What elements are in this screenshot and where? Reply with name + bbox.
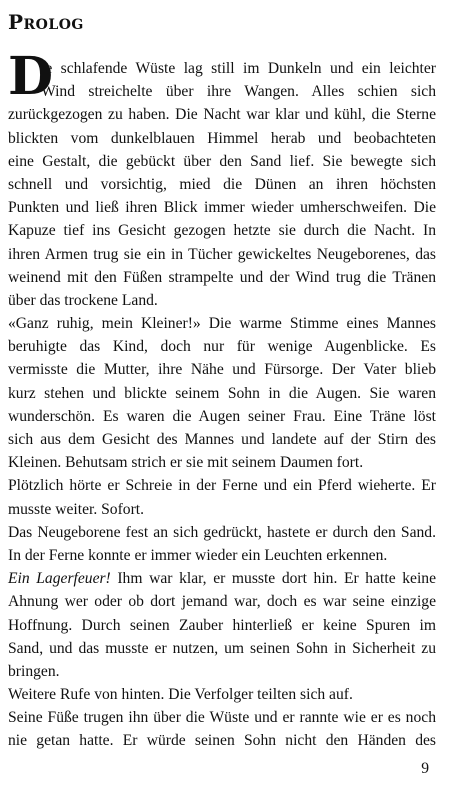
text-line: «Ganz ruhig, mein Kleiner!» Die warme Stimme eines Mannes: [8, 315, 436, 333]
text-line: schnell und vorsichtig, mied die Dünen an ihren höchsten: [8, 175, 436, 193]
body-text: [8, 46, 436, 753]
text-line: eine Gestalt, die gebückt über den Sand lief. Sie bewegte sich: [8, 152, 436, 170]
text-line: blickten vom dunkelblauen Himmel herab und beobachteten: [8, 129, 436, 147]
text-line: Weitere Rufe von hinten. Die Verfolger teilten sich auf.: [8, 686, 353, 704]
italic-phrase: Ein Lagerfeuer!: [8, 570, 111, 588]
text-line: ihren Armen trug sie ein in Tücher gewickeltes Neugeborenes, das: [8, 245, 436, 263]
text-line: nie getan hatte. Er würde seinen Sohn nicht den Händen des: [8, 732, 436, 750]
text-line: über das trockene Land.: [8, 291, 158, 309]
text-line: sich aus dem Gesicht des Mannes und landete auf der Stirn des: [8, 431, 436, 448]
text-line: musste weiter. Sofort.: [8, 500, 144, 518]
text-line: Punkten und ließ ihren Blick immer wieder umherschweifen. Die: [8, 199, 436, 217]
text-line: Das Neugeborene fest an sich gedrückt, hastete er durch den Sand.: [8, 523, 436, 541]
chapter-heading: Prolog: [8, 10, 84, 34]
text-line: vermisste die Mutter, ihre Nähe und Fürsorge. Der Vater blieb: [8, 361, 436, 379]
text-line: Plötzlich hörte er Schreie in der Ferne und ein Pferd wieherte. Er: [8, 477, 436, 495]
text-line: Sand, und das musste er nutzen, um seinen Sohn in Sicherheit zu: [8, 639, 436, 657]
text-line: bringen.: [8, 662, 60, 680]
drop-cap: D: [8, 46, 54, 107]
text-line: weinend mit den Füßen strampelte und der Wind trug die Tränen: [8, 268, 436, 286]
text-line: zurückgezogen zu haben. Die Nacht war klar und kühl, die Sterne: [8, 106, 436, 124]
text-line: Seine Füße trugen ihn über die Wüste und er rannte wie er es noch: [8, 709, 436, 727]
text-line: Kapuze tief ins Gesicht gezogen hetzte sie durch die Nacht. In: [8, 222, 436, 240]
text-line: kurz stehen und blickte seinem Sohn in die Augen. Sie waren: [8, 384, 436, 402]
text-line: [8, 567, 436, 590]
text-line: In der Ferne konnte er immer wieder ein Leuchten erkennen.: [8, 546, 388, 564]
text-line: Ahnung wer oder ob dort jemand war, doch es war seine einzige: [8, 593, 436, 611]
text-line: Kleinen. Behutsam strich er sie mit seinem Daumen fort.: [8, 454, 364, 472]
page-number: 9: [421, 760, 429, 777]
text-line: beruhigte das Kind, doch nur für wenige Augenblicke. Es: [8, 338, 436, 356]
text-line: wunderschön. Es waren die Augen seiner Frau. Eine Träne löst: [8, 407, 436, 425]
text-line: ie schlafende Wüste lag still im Dunkeln und ein leichter: [41, 60, 436, 77]
text-line: Hoffnung. Durch seinen Zauber hinterließ er keine Spuren im: [8, 616, 436, 634]
text-line-rest: Ihm war klar, er musste dort hin. Er hatte keine: [117, 570, 436, 588]
text-line: Wind streichelte über ihre Wangen. Alles schien sich: [41, 83, 436, 101]
